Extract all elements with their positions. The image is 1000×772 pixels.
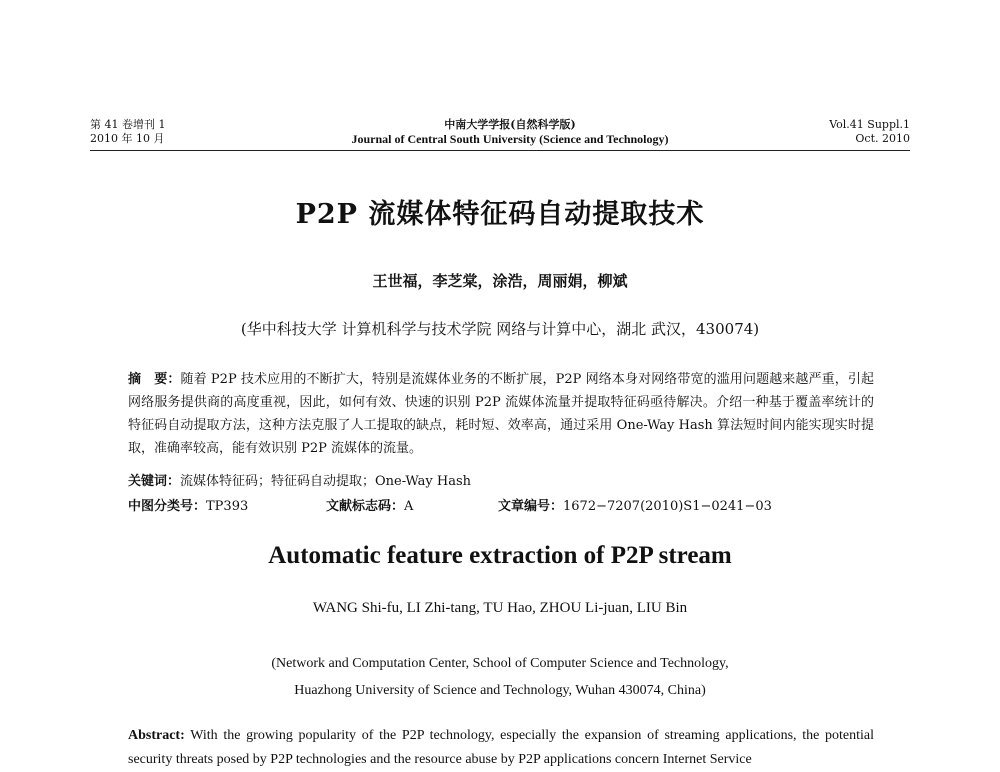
abstract-cn-label: 摘 要：	[128, 372, 181, 387]
document-code	[326, 495, 498, 518]
document-code-value: A	[404, 499, 414, 514]
clc-number	[128, 495, 326, 518]
document-code-label: 文献标志码：	[326, 499, 405, 514]
clc-value: TP393	[206, 499, 249, 514]
journal-volume-en	[829, 118, 910, 146]
authors-cn: 王世福，李芝棠，涂浩，周丽娟，柳斌	[372, 272, 628, 290]
affiliation-cn: (华中科技大学 计算机科学与技术学院 网络与计算中心，湖北 武汉，430074)	[240, 320, 760, 338]
journal-issue-info	[90, 118, 166, 146]
publication-date-en: Oct. 2010	[855, 132, 910, 145]
paper-title-en: Automatic feature extraction of P2P stream	[268, 542, 732, 569]
journal-name-en: Journal of Central South University (Science and Technology)	[351, 132, 669, 146]
header-rule	[90, 150, 910, 151]
classification-row	[128, 495, 874, 518]
abstract-en-text: With the growing popularity of the P2P technology, especially the expansion of streaming applications, the potential security threats posed by P2P technologies and the resource abuse by P2P applications concern Internet Service	[128, 728, 875, 767]
authors-en: WANG Shi-fu, LI Zhi-tang, TU Hao, ZHOU Li-juan, LIU Bin	[312, 600, 688, 616]
volume-issue: 第 41 卷增刊 1	[90, 118, 166, 131]
keywords-cn	[128, 470, 874, 493]
keywords-cn-label: 关键词：	[128, 474, 181, 489]
article-number-label: 文章编号：	[498, 499, 564, 514]
article-number	[498, 495, 772, 518]
abstract-en-label: Abstract:	[128, 728, 185, 743]
affiliation-en-line2: Huazhong University of Science and Technology, Wuhan 430074, China)	[294, 683, 706, 698]
journal-name-cn: 中南大学学报(自然科学版)	[444, 118, 576, 131]
affiliation-en	[0, 650, 1000, 704]
abstract-en	[128, 724, 874, 772]
abstract-cn-text: 随着 P2P 技术应用的不断扩大，特别是流媒体业务的不断扩展，P2P 网络本身对网络带宽的滥用问题越来越严重，引起网络服务提供商的高度重视，因此，如何有效、快速的识别 P2P 流媒体流量并提取特征码亟待解决。介绍一种基于覆盖率统计的特征码自动提取方法，这种方法克服了人工提取的缺点，耗时短、效率高，通过采用 One-Way Hash 算法短时间内能实现实时提取，准确率较高，能有效识别 P2P 流媒体的流量。	[128, 372, 874, 456]
publication-date-cn: 2010 年 10 月	[90, 132, 165, 145]
keywords-cn-text: 流媒体特征码；特征码自动提取；One-Way Hash	[180, 474, 472, 489]
clc-label: 中图分类号：	[128, 499, 207, 514]
affiliation-en-line1: (Network and Computation Center, School of Computer Science and Technology,	[271, 656, 729, 671]
journal-name	[300, 118, 720, 146]
abstract-cn	[128, 368, 874, 460]
article-number-value: 1672−7207(2010)S1−0241−03	[563, 499, 772, 514]
paper-title-cn: P2P 流媒体特征码自动提取技术	[295, 199, 705, 230]
volume-en: Vol.41 Suppl.1	[829, 118, 910, 131]
